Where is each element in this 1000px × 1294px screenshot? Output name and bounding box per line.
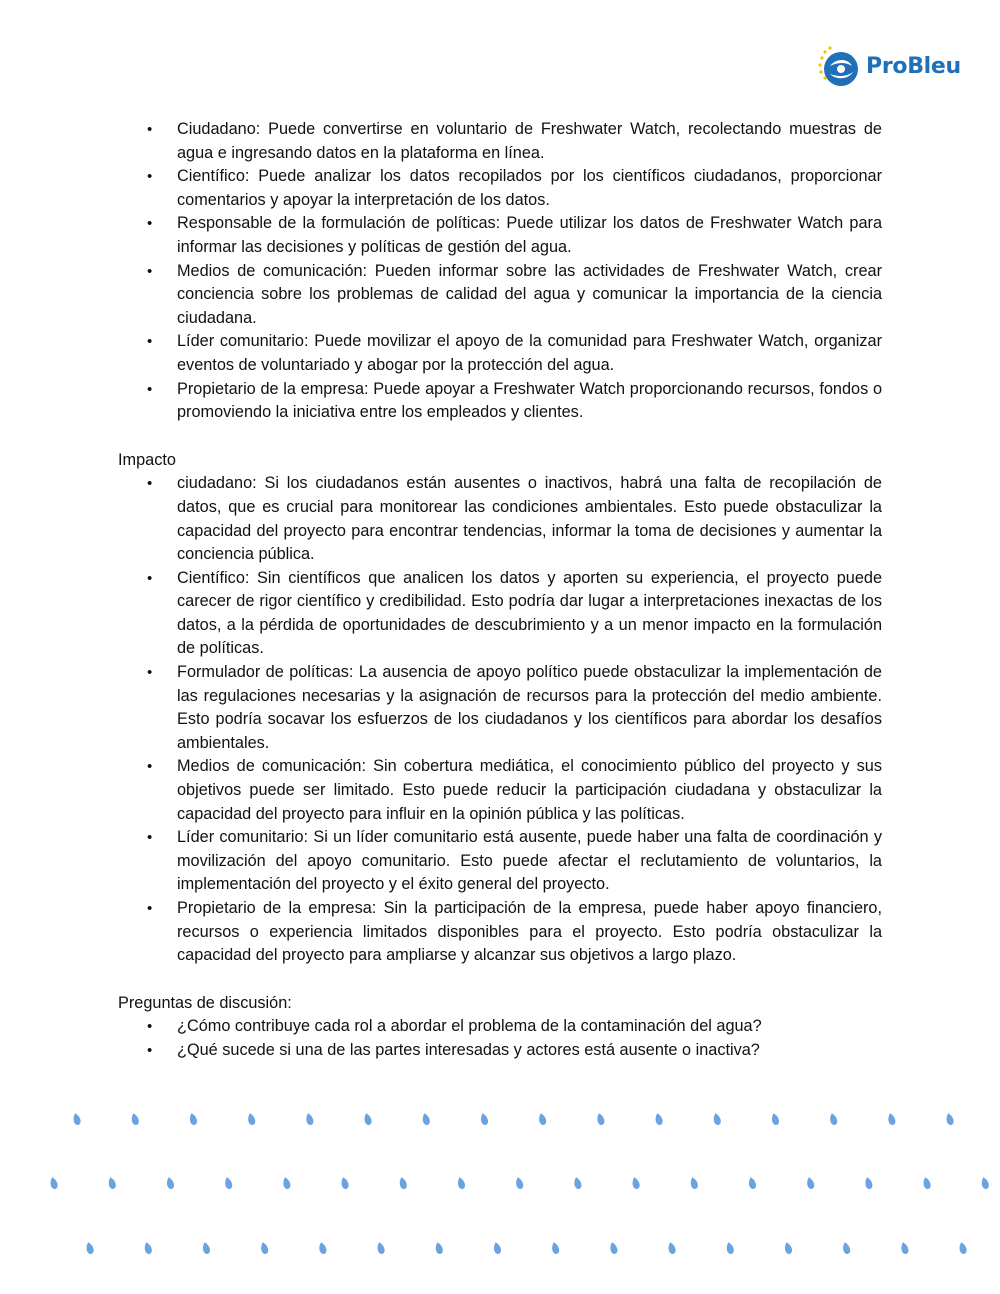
- water-drop-icon: [887, 1112, 897, 1125]
- water-drop-icon: [945, 1112, 955, 1125]
- list-item: • Líder comunitario: Puede movilizar el apoyo de la comunidad para Freshwater Watch, organizar eventos de voluntariado y abogar por la protección del agua.: [147, 332, 882, 374]
- water-drop-icon: [864, 1176, 874, 1189]
- list-item: • Propietario de la empresa: Sin la participación de la empresa, puede haber apoyo financiero, recursos o experiencia limitados disponibles para el proyecto. Esto podría obstaculizar la capacidad del proyecto para ampliarse y alcanzar sus objetivos a largo plazo.: [147, 899, 882, 965]
- water-drop-icon: [725, 1241, 735, 1254]
- water-drop-icon: [107, 1176, 117, 1189]
- list-item: • Medios de comunicación: Pueden informar sobre las actividades de Freshwater Watch, crear conciencia sobre los problemas de calidad del agua y comunicar la importancia de la ciencia ciudadana.: [147, 261, 882, 327]
- water-drop-icon: [479, 1112, 489, 1125]
- water-drop-icon: [515, 1176, 525, 1189]
- water-drop-icon: [829, 1112, 839, 1125]
- water-drop-icon: [689, 1176, 699, 1189]
- list-item: • Propietario de la empresa: Puede apoyar a Freshwater Watch proporcionando recursos, fondos o promoviendo la iniciativa entre los empleados y clientes.: [147, 379, 882, 422]
- water-drop-icon: [654, 1112, 664, 1125]
- bullet: •: [147, 121, 153, 138]
- bullet: •: [147, 758, 153, 776]
- water-drop-icon: [143, 1241, 153, 1254]
- water-drop-icon: [980, 1176, 990, 1189]
- water-drop-icon: [631, 1176, 641, 1189]
- discussion-heading: Preguntas de discusión:: [118, 993, 292, 1012]
- water-drop-icon: [573, 1176, 583, 1189]
- water-drop-icon: [596, 1112, 606, 1125]
- bullet: •: [147, 569, 153, 587]
- impact-heading: Impacto: [118, 450, 176, 469]
- logo-text: ProBleu: [866, 54, 961, 79]
- water-drop-icon: [900, 1241, 910, 1254]
- water-drop-icon: [747, 1176, 757, 1189]
- list-item: • Formulador de políticas: La ausencia de apoyo político puede obstaculizar la implementación de las regulaciones necesarias y la asignación de recursos para la protección del medio ambiente. Esto podría socavar los esfuerzos de los ciudadanos y los científicos para abordar los desafíos ambientales.: [147, 663, 882, 752]
- bullet: •: [147, 664, 153, 682]
- list-item: • Científico: Puede analizar los datos recopilados por los científicos ciudadanos, proporcionar comentarios y apoyar la interpretación de los datos.: [147, 167, 882, 209]
- bullet: •: [147, 900, 153, 917]
- water-drop-icon: [398, 1176, 408, 1189]
- water-drop-icon: [282, 1176, 292, 1189]
- water-drop-icon: [842, 1241, 852, 1254]
- list-item: • ¿Qué sucede si una de las partes interesadas y actores está ausente o inactiva?: [118, 1039, 882, 1063]
- water-drop-icon: [72, 1112, 82, 1125]
- water-drop-icon: [188, 1112, 198, 1125]
- water-drop-icon: [340, 1176, 350, 1189]
- water-drop-icon: [421, 1112, 431, 1125]
- bullet: •: [147, 262, 153, 280]
- water-drop-icon: [551, 1241, 561, 1254]
- water-drop-icon: [434, 1241, 444, 1254]
- list-item: • Medios de comunicación: Sin cobertura mediática, el conocimiento público del proyecto y sus objetivos puede ser limitado. Esto puede reducir la participación ciudadana y obstaculizar la capacidad del proyecto para influir en la opinión pública y las políticas.: [147, 757, 882, 823]
- water-drop-icon: [224, 1176, 234, 1189]
- water-drop-icon: [363, 1112, 373, 1125]
- water-drop-icon: [609, 1241, 619, 1254]
- bullet: •: [147, 333, 153, 351]
- bullet: •: [147, 380, 153, 398]
- list-item: • Científico: Sin científicos que analicen los datos y aporten su experiencia, el proyecto puede carecer de rigor científico y credibilidad. Esto podría dar lugar a interpretaciones inexactas de los datos, a la pérdida de oportunidades de descubrimiento y a un menor impacto en la formulación de políticas.: [147, 568, 882, 658]
- bullet: •: [147, 1018, 153, 1036]
- bullet: •: [147, 475, 153, 493]
- water-drop-icon: [165, 1176, 175, 1189]
- water-drop-icon: [130, 1112, 140, 1125]
- water-drop-icon: [958, 1241, 968, 1254]
- water-drop-icon: [85, 1241, 95, 1254]
- list-item: • Líder comunitario: Si un líder comunitario está ausente, puede haber una falta de coordinación y movilización del apoyo comunitario. Esto puede afectar el reclutamiento de voluntarios, la implementación del proyecto y el éxito general del proyecto.: [147, 828, 882, 894]
- bullet: •: [147, 215, 153, 233]
- water-drop-icon: [712, 1112, 722, 1125]
- list-item: • ¿Cómo contribuye cada rol a abordar el problema de la contaminación del agua?: [118, 1015, 882, 1039]
- water-drop-icon: [247, 1112, 257, 1125]
- water-drop-icon: [305, 1112, 315, 1125]
- water-drop-icon: [538, 1112, 548, 1125]
- bullet: •: [147, 168, 153, 186]
- bullet: •: [147, 1041, 153, 1059]
- water-drop-icon: [806, 1176, 816, 1189]
- water-drop-icon: [667, 1241, 677, 1254]
- water-drop-icon: [376, 1241, 386, 1254]
- water-drop-icon: [492, 1241, 502, 1254]
- bullet: •: [147, 829, 153, 847]
- water-drop-icon: [783, 1241, 793, 1254]
- list-item: • Ciudadano: Puede convertirse en voluntario de Freshwater Watch, recolectando muestras de agua e ingresando datos en la plataforma en línea.: [147, 120, 882, 162]
- list-item: • ciudadano: Si los ciudadanos están ausentes o inactivos, habrá una falta de recopilación de datos, que es crucial para monitorear las condiciones ambientales. Esto puede obstaculizar la capacidad del proyecto para encontrar tendencias, informar la toma de decisiones y aumentar la conciencia pública.: [147, 474, 882, 564]
- water-drop-icon: [922, 1176, 932, 1189]
- water-drop-icon: [456, 1176, 466, 1189]
- water-drop-icon: [318, 1241, 328, 1254]
- water-drop-icon: [49, 1176, 59, 1189]
- water-drop-icon: [770, 1112, 780, 1125]
- water-drop-icon: [260, 1241, 270, 1254]
- list-item: • Responsable de la formulación de políticas: Puede utilizar los datos de Freshwater Watch para informar las decisiones y políticas de gestión del agua.: [147, 214, 882, 256]
- water-drop-icon: [201, 1241, 211, 1254]
